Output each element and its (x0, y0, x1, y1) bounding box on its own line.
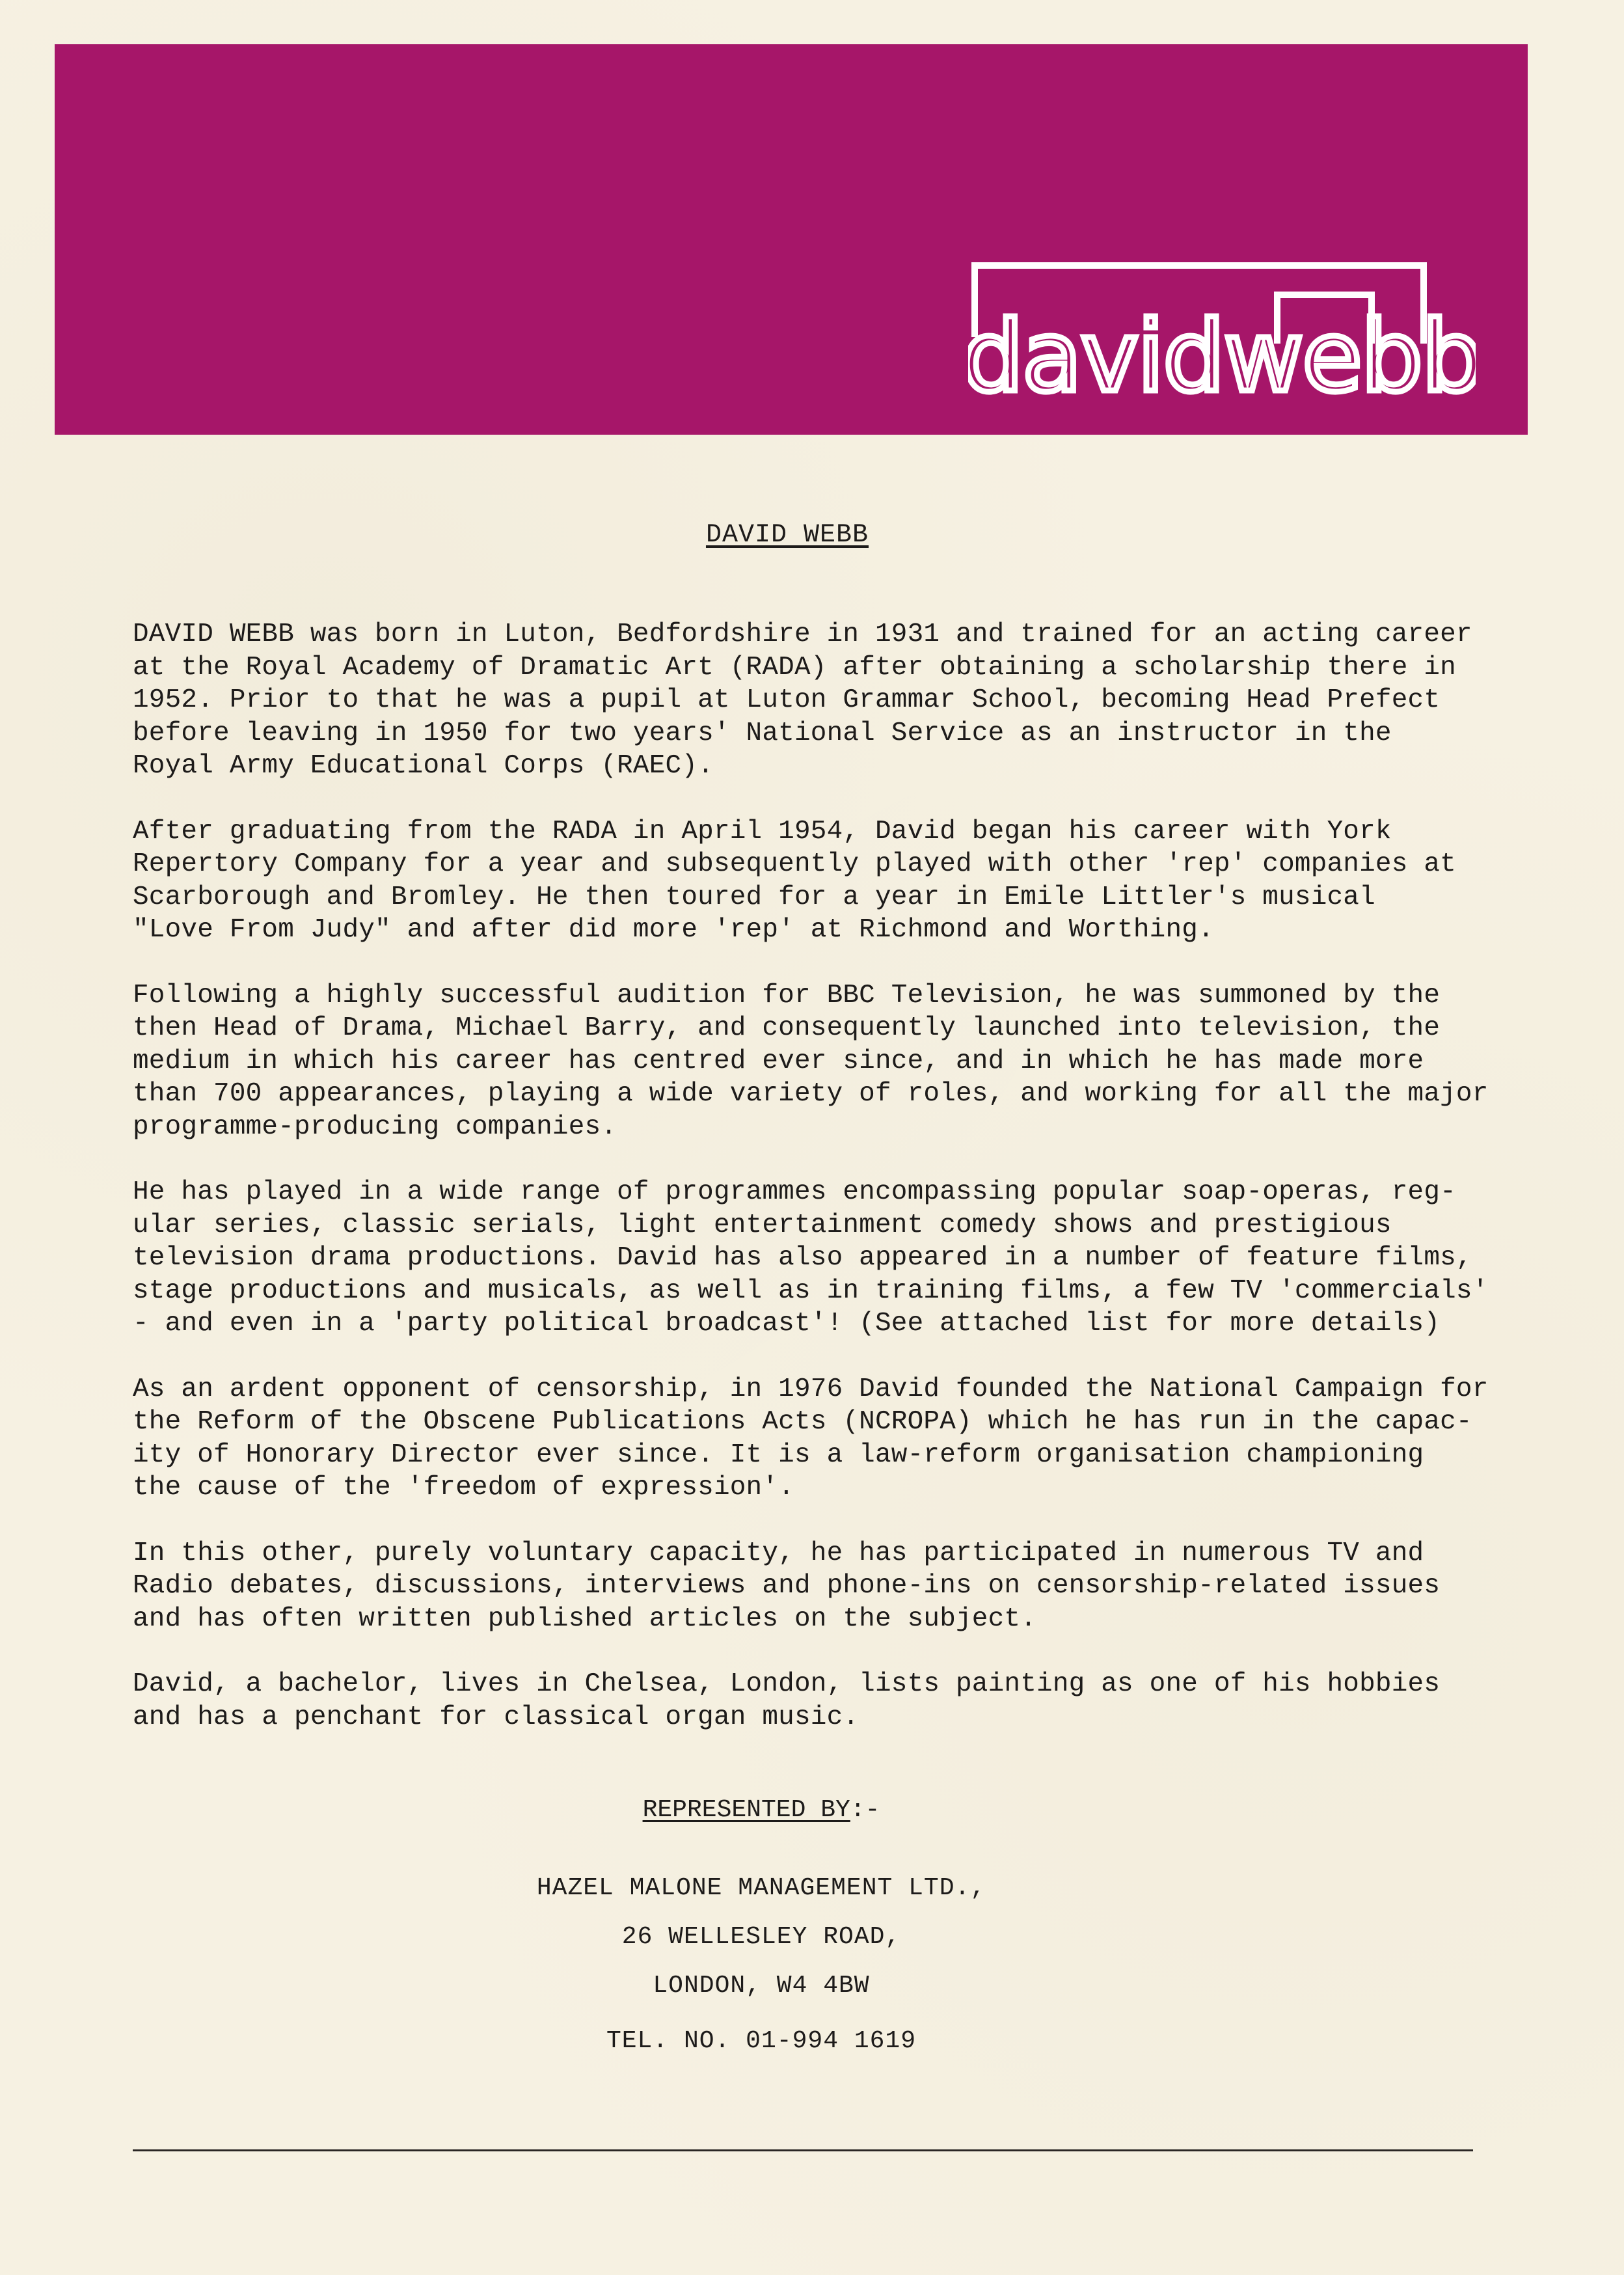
paragraph-voluntary: In this other, purely voluntary capacity, he has participated in numerous TV and Radio debates, discussions, interviews and phone-ins on censorship-related issues and has often written published articles on the subject. (133, 1538, 1441, 1634)
logo-wordmark: davidwebb (968, 301, 1476, 402)
paragraph-censorship: As an ardent opponent of censorship, in 1976 David founded the National Campaign for the Reform of the Obscene Publications Acts (NCROPA) which he has run in the capac- ity of Honorary Director ever since. It is a law-reform organisation championing the cause of the 'freedom of expression'. (133, 1374, 1489, 1503)
agency-name: HAZEL MALONE MANAGEMENT LTD., (536, 1874, 986, 1902)
represented-by-suffix: :- (850, 1796, 880, 1824)
brand-banner (55, 44, 1528, 435)
document-title: DAVID WEBB (705, 521, 869, 550)
footer-divider (133, 2149, 1473, 2151)
agency-phone: TEL. NO. 01-994 1619 (606, 2027, 917, 2055)
logo-graphic (968, 239, 1476, 402)
represented-by-heading (0, 1796, 1522, 1824)
davidwebb-logo (968, 239, 1476, 402)
agency-city: LONDON, W4 4BW (653, 1972, 870, 2000)
paragraph-television: Following a highly successful audition for BBC Television, he was summoned by the then Head of Drama, Michael Barry, and consequently launched into television, the medium in which his career has centred ever since, and in which he has made more than 700 appearances, playing a wide variety of roles, and working for all the major programme-producing companies. (133, 980, 1489, 1142)
paragraph-early-life: DAVID WEBB was born in Luton, Bedfordshire in 1931 and trained for an acting career at the Royal Academy of Dramatic Art (RADA) after obtaining a scholarship there in 1952. Prior to that he was a pupil at Luton Grammar School, becoming Head Prefect before leaving in 1950 for two years' National Service as an instructor in the Royal Army Educational Corps (RAEC). (133, 620, 1472, 781)
represented-by-label: REPRESENTED BY (642, 1796, 850, 1824)
biography-body (133, 618, 1532, 1766)
paragraph-repertory: After graduating from the RADA in April 1954, David began his career with York Repertory Company for a year and subsequently played with other 'rep' companies at Scarborough and Bromley. He then toured for a year in Emile Littler's musical "Love From Judy" and after did more 'rep' at Richmond and Worthing. (133, 816, 1456, 945)
paragraph-personal: David, a bachelor, lives in Chelsea, London, lists painting as one of his hobbies and has a penchant for classical organ music. (133, 1669, 1441, 1732)
agency-street: 26 WELLESLEY ROAD, (621, 1923, 901, 1951)
paragraph-programmes: He has played in a wide range of programmes encompassing popular soap-operas, reg- ular series, classic serials, light entertainment comedy shows and prestigious television drama productions. David has also appeared in a number of feature films, stage productions and musicals, as well as in training films, a few TV 'commercials' - and even in a 'party political broadcast'! (See attached list for more details) (133, 1177, 1489, 1339)
